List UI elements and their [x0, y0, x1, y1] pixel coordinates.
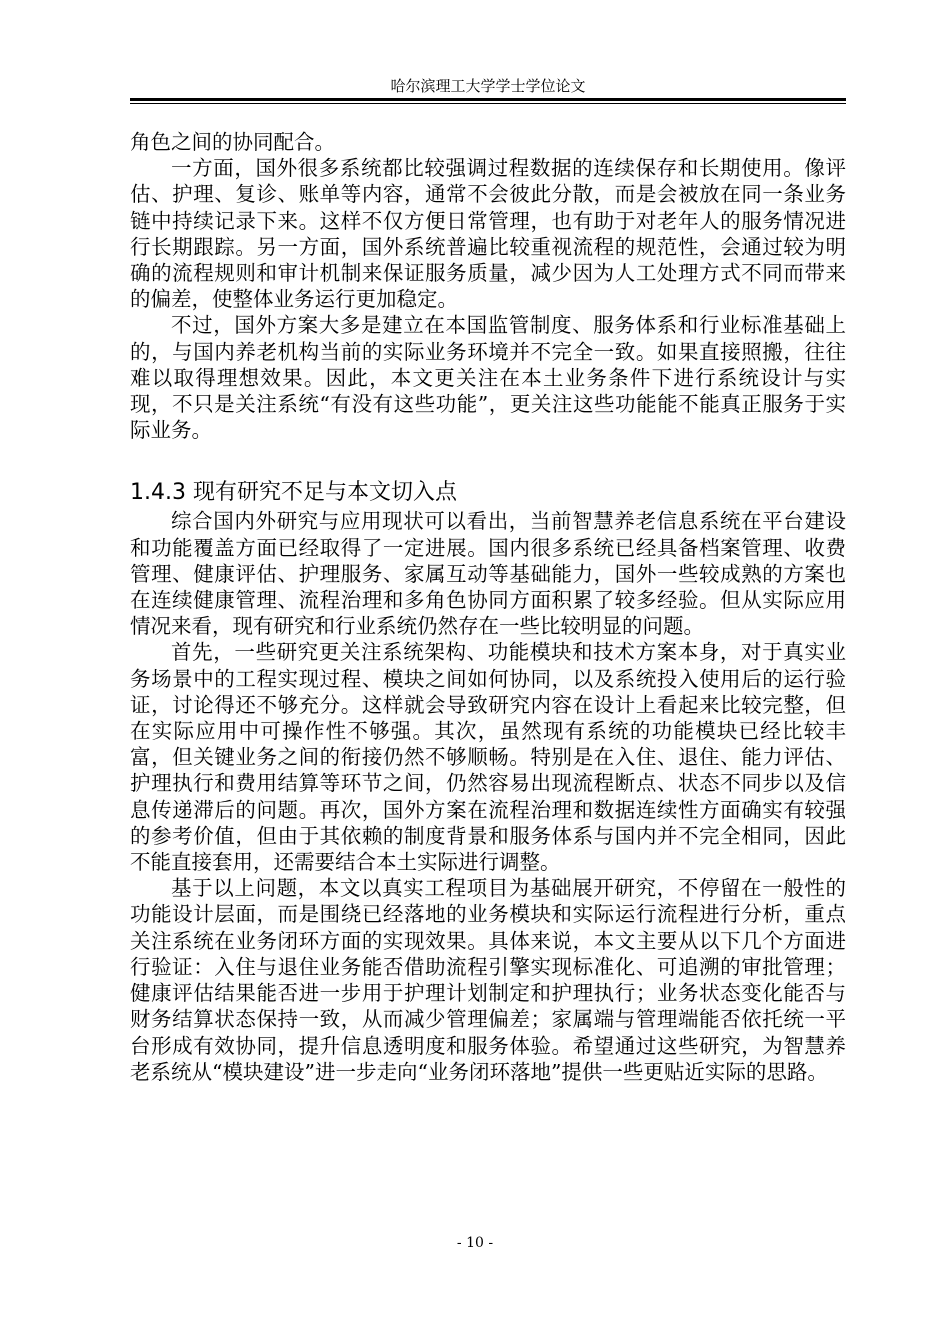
paragraph-continuation: 角色之间的协同配合。	[130, 130, 335, 154]
paragraph-overview: 综合国内外研究与应用现状可以看出，当前智慧养老信息系统在平台建设和功能覆盖方面已经取得了一定进展。国内很多系统已经具备档案管理、收费管理、健康评估、护理服务、家属互动等基础能力，国外一些较成熟的方案也在连续健康管理、流程治理和多角色协同方面积累了较多经验。但从实际应用情况来看，现有研究和行业系统仍然存在一些比较明显的问题。	[130, 509, 846, 639]
paragraph-localization: 不过，国外方案大多是建立在本国监管制度、服务体系和行业标准基础上的，与国内养老机构当前的实际业务环境并不完全一致。如果直接照搬，往往难以取得理想效果。因此，本文更关注在本土业务条件下进行系统设计与实现，不只是关注系统“有没有这些功能”，更关注这些功能能不能真正服务于实际业务。	[130, 313, 846, 443]
paragraph-problems: 首先，一些研究更关注系统架构、功能模块和技术方案本身，对于真实业务场景中的工程实现过程、模块之间如何协同，以及系统投入使用后的运行验证，讨论得还不够充分。这样就会导致研究内容在设计上看起来比较完整，但在实际应用中可操作性不够强。其次，虽然现有系统的功能模块已经比较丰富，但关键业务之间的衔接仍然不够顺畅。特别是在入住、退住、能力评估、护理执行和费用结算等环节之间，仍然容易出现流程断点、状态不同步以及信息传递滞后的问题。再次，国外方案在流程治理和数据连续性方面确实有较强的参考价值，但由于其依赖的制度背景和服务体系与国内并不完全相同，因此不能直接套用，还需要结合本土实际进行调整。	[130, 640, 846, 875]
page-number: - 10 -	[456, 1235, 494, 1251]
header-rule-thin	[130, 103, 846, 104]
running-header: 哈尔滨理工大学学士学位论文	[390, 77, 586, 95]
paragraph-foreign-systems: 一方面，国外很多系统都比较强调过程数据的连续保存和长期使用。像评估、护理、复诊、账单等内容，通常不会彼此分散，而是会被放在同一条业务链中持续记录下来。这样不仅方便日常管理，也有助于对老年人的服务情况进行长期跟踪。另一方面，国外系统普遍比较重视流程的规范性，会通过较为明确的流程规则和审计机制来保证服务质量，减少因为人工处理方式不同而带来的偏差，使整体业务运行更加稳定。	[130, 156, 846, 312]
section-heading: 1.4.3 现有研究不足与本文切入点	[130, 480, 457, 506]
body-text	[130, 129, 846, 1085]
paragraph-approach: 基于以上问题，本文以真实工程项目为基础展开研究，不停留在一般性的功能设计层面，而是围绕已经落地的业务模块和实际运行流程进行分析，重点关注系统在业务闭环方面的实现效果。具体来说，本文主要从以下几个方面进行验证：入住与退住业务能否借助流程引擎实现标准化、可追溯的审批管理；健康评估结果能否进一步用于护理计划制定和护理执行；业务状态变化能否与财务结算状态保持一致，从而减少管理偏差；家属端与管理端能否依托统一平台形成有效协同，提升信息透明度和服务体验。希望通过这些研究，为智慧养老系统从“模块建设”进一步走向“业务闭环落地”提供一些更贴近实际的思路。	[130, 876, 846, 1084]
header-rule-thick	[130, 98, 846, 101]
